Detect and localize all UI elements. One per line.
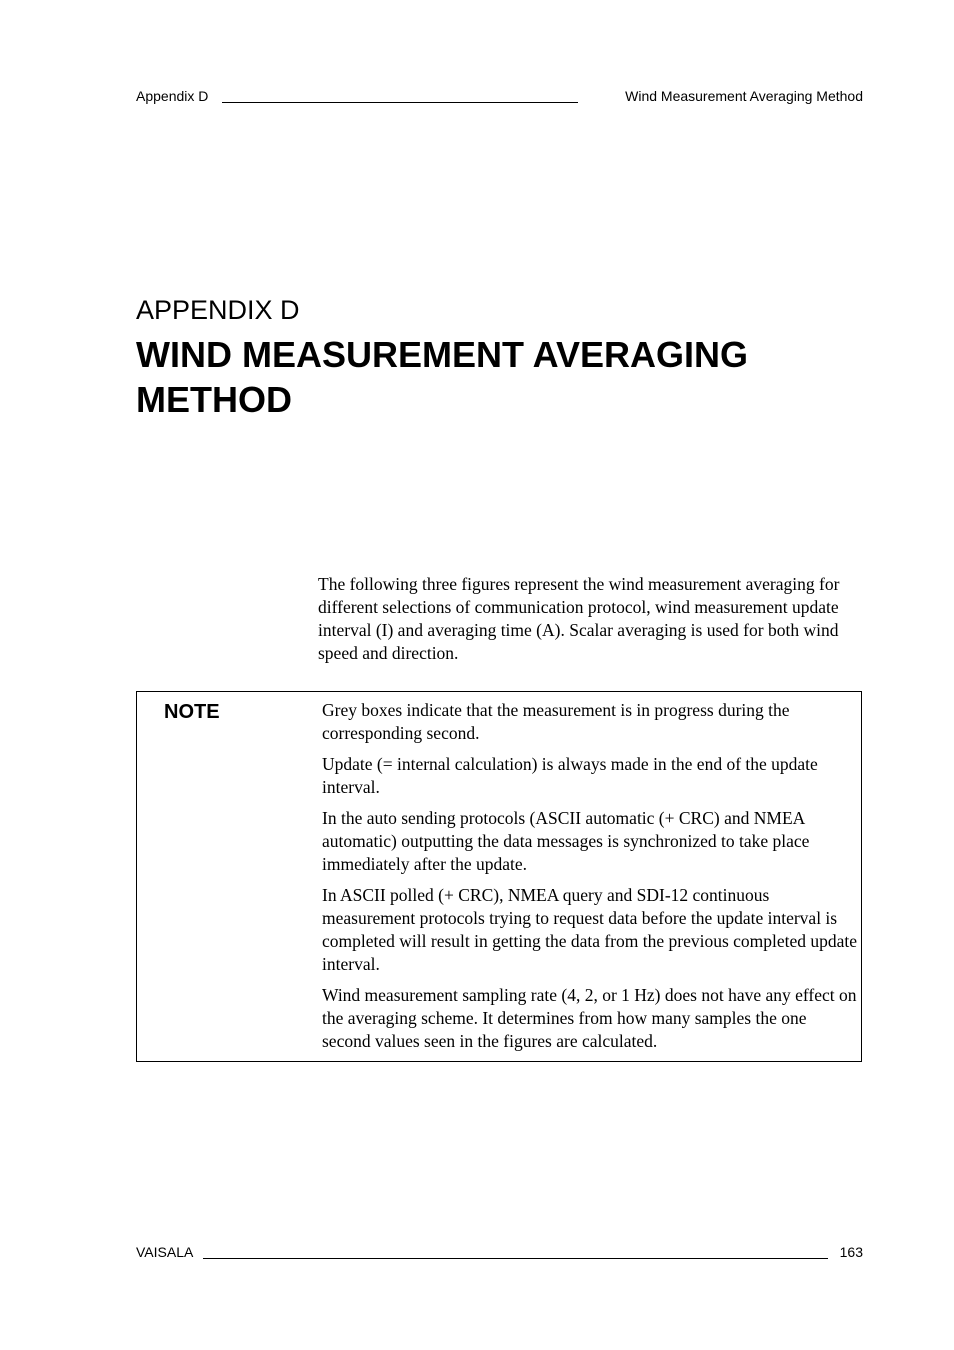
footer-rule — [203, 1258, 828, 1259]
appendix-title: WIND MEASUREMENT AVERAGING METHOD — [136, 334, 748, 420]
running-header — [136, 87, 863, 105]
note-paragraph: Wind measurement sampling rate (4, 2, or 1 Hz) does not have any effect on the averaging scheme. It determines from how many samples the one second values seen in the figures are calculated. — [322, 985, 857, 1051]
header-appendix-label: Appendix D — [136, 88, 209, 104]
header-section-title: Wind Measurement Averaging Method — [625, 88, 863, 104]
note-paragraph: In the auto sending protocols (ASCII automatic (+ CRC) and NMEA automatic) outputting the data messages is synchronized to take place immediately after the update. — [322, 808, 810, 874]
note-body — [322, 699, 858, 1061]
note-paragraph: Update (= internal calculation) is always made in the end of the update interval. — [322, 754, 818, 797]
header-rule — [222, 102, 578, 103]
note-label: NOTE — [164, 701, 220, 723]
page-number: 163 — [839, 1244, 863, 1260]
note-paragraph: Grey boxes indicate that the measurement is in progress during the corresponding second. — [322, 700, 790, 743]
footer-company: VAISALA — [136, 1244, 194, 1260]
running-footer — [136, 1243, 863, 1261]
intro-paragraph: The following three figures represent the wind measurement averaging for different selections of communication protocol, wind measurement update interval (I) and averaging time (A). Scalar averaging is used for both wind speed and direction. — [318, 574, 840, 663]
note-box — [136, 691, 862, 1062]
appendix-label: APPENDIX D — [136, 295, 300, 325]
note-paragraph: In ASCII polled (+ CRC), NMEA query and SDI-12 continuous measurement protocols trying to request data before the update interval is completed will result in getting the data from the previous completed update interval. — [322, 885, 858, 974]
